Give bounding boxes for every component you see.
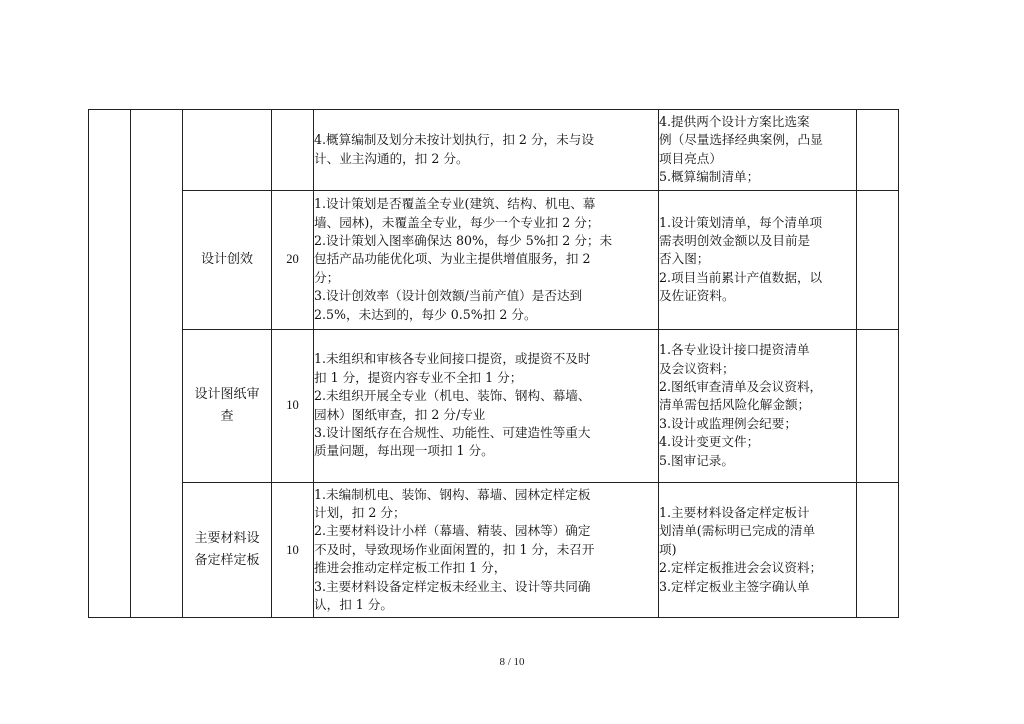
documents-line: 5.概算编制清单；: [659, 169, 760, 185]
table-row: [89, 190, 899, 329]
criteria-line: 2.未组织开展全专业（机电、装饰、钢构、幕墙、: [314, 388, 591, 404]
documents-line: 1.各专业设计接口提资清单: [659, 342, 810, 358]
criteria-line: 3.设计图纸存在合规性、功能性、可建造性等重大: [314, 425, 591, 441]
item-name: 主要材料设备定样定板: [194, 531, 260, 569]
item-name-cell: [183, 190, 272, 329]
documents-cell: [659, 190, 857, 329]
criteria-line: 计划，扣 2 分；: [314, 505, 406, 521]
criteria-cell: [314, 482, 659, 618]
item-name: 设计图纸审查: [194, 386, 260, 424]
documents-line: 2.项目当前累计产值数据，以: [659, 269, 823, 285]
criteria-line: 4.概算编制及划分未按计划执行，扣 2 分，未与设: [314, 132, 594, 148]
score-cell: [272, 110, 314, 191]
documents-cell: [659, 329, 857, 482]
remarks-cell: [857, 110, 899, 191]
remarks-cell: [857, 482, 899, 618]
remarks-cell: [857, 190, 899, 329]
criteria-line: 3.设计创效率（设计创效额/当前产值）是否达到: [314, 288, 583, 304]
documents-line: 1.设计策划清单，每个清单项: [659, 214, 823, 230]
merged-col-a: [89, 110, 131, 618]
table-row: [89, 329, 899, 482]
page-number: 8 / 10: [499, 656, 525, 668]
documents-line: 项): [659, 541, 677, 557]
documents-line: 及佐证资料。: [659, 288, 735, 304]
documents-line: 3.设计或监理例会纪要；: [659, 415, 797, 431]
criteria-line: 1.未编制机电、装饰、钢构、幕墙、园林定样定板: [314, 486, 591, 502]
documents-line: 清单需包括风险化解金额；: [659, 397, 811, 413]
documents-line: 2.定样定板推进会会议资料；: [659, 560, 823, 576]
remarks-cell: [857, 329, 899, 482]
documents-line: 3.定样定板业主签字确认单: [659, 578, 810, 594]
documents-line: 4.提供两个设计方案比选案: [659, 114, 810, 129]
documents-line: 例（尽量选择经典案例，凸显: [659, 132, 823, 148]
criteria-line: 2.5%，未达到的，每少 0.5%扣 2 分。: [314, 306, 537, 322]
documents-line: 项目亮点）: [659, 150, 722, 166]
merged-col-b: [131, 110, 183, 618]
criteria-line: 质量问题，每出现一项扣 1 分。: [314, 443, 494, 459]
criteria-line: 分；: [314, 269, 340, 285]
criteria-line: 1.未组织和审核各专业间接口提资，或提资不及时: [314, 351, 591, 367]
documents-cell: [659, 110, 857, 191]
documents-line: 需表明创效金额以及目前是: [659, 233, 811, 249]
table-row: [89, 482, 899, 618]
item-name-cell: [183, 110, 272, 191]
documents-line: 4.设计变更文件；: [659, 434, 760, 450]
documents-line: 5.图审记录。: [659, 452, 734, 468]
item-name-cell: [183, 329, 272, 482]
score-cell: 20: [272, 190, 314, 329]
table-row: [89, 110, 899, 191]
item-name: 设计创效: [200, 251, 253, 267]
criteria-line: 园林）图纸审查，扣 2 分/专业: [314, 406, 486, 422]
criteria-line: 2.设计策划入图率确保达 80%，每少 5%扣 2 分；未: [314, 233, 613, 249]
documents-line: 2.图纸审查清单及会议资料，: [659, 379, 823, 395]
documents-line: 否入图；: [659, 251, 710, 267]
criteria-line: 1.设计策划是否覆盖全专业(建筑、结构、机电、幕: [314, 196, 596, 212]
criteria-line: 认，扣 1 分。: [314, 597, 393, 613]
documents-cell: [659, 482, 857, 618]
criteria-line: 3.主要材料设备定样定板未经业主、设计等共同确: [314, 578, 591, 594]
criteria-line: 2.主要材料设计小样（幕墙、精装、园林等）确定: [314, 523, 591, 539]
score-cell: 10: [272, 329, 314, 482]
assessment-table: [88, 109, 899, 618]
criteria-cell: [314, 190, 659, 329]
documents-line: 及会议资料；: [659, 360, 735, 376]
criteria-line: 推进会推动定样定板工作扣 1 分，: [314, 560, 507, 576]
criteria-line: 计、业主沟通的，扣 2 分。: [314, 150, 469, 166]
documents-line: 1.主要材料设备定样定板计: [659, 505, 810, 521]
criteria-cell: [314, 110, 659, 191]
criteria-line: 墙、园林)，未覆盖全专业，每少一个专业扣 2 分；: [314, 214, 600, 230]
criteria-line: 扣 1 分，提资内容专业不全扣 1 分；: [314, 369, 523, 385]
documents-line: 划清单(需标明已完成的清单: [659, 523, 816, 539]
criteria-line: 包括产品功能优化项、为业主提供增值服务，扣 2: [314, 251, 591, 267]
score-cell: 10: [272, 482, 314, 618]
criteria-line: 不及时，导致现场作业面闲置的，扣 1 分，未召开: [314, 541, 595, 557]
item-name-cell: [183, 482, 272, 618]
criteria-cell: [314, 329, 659, 482]
